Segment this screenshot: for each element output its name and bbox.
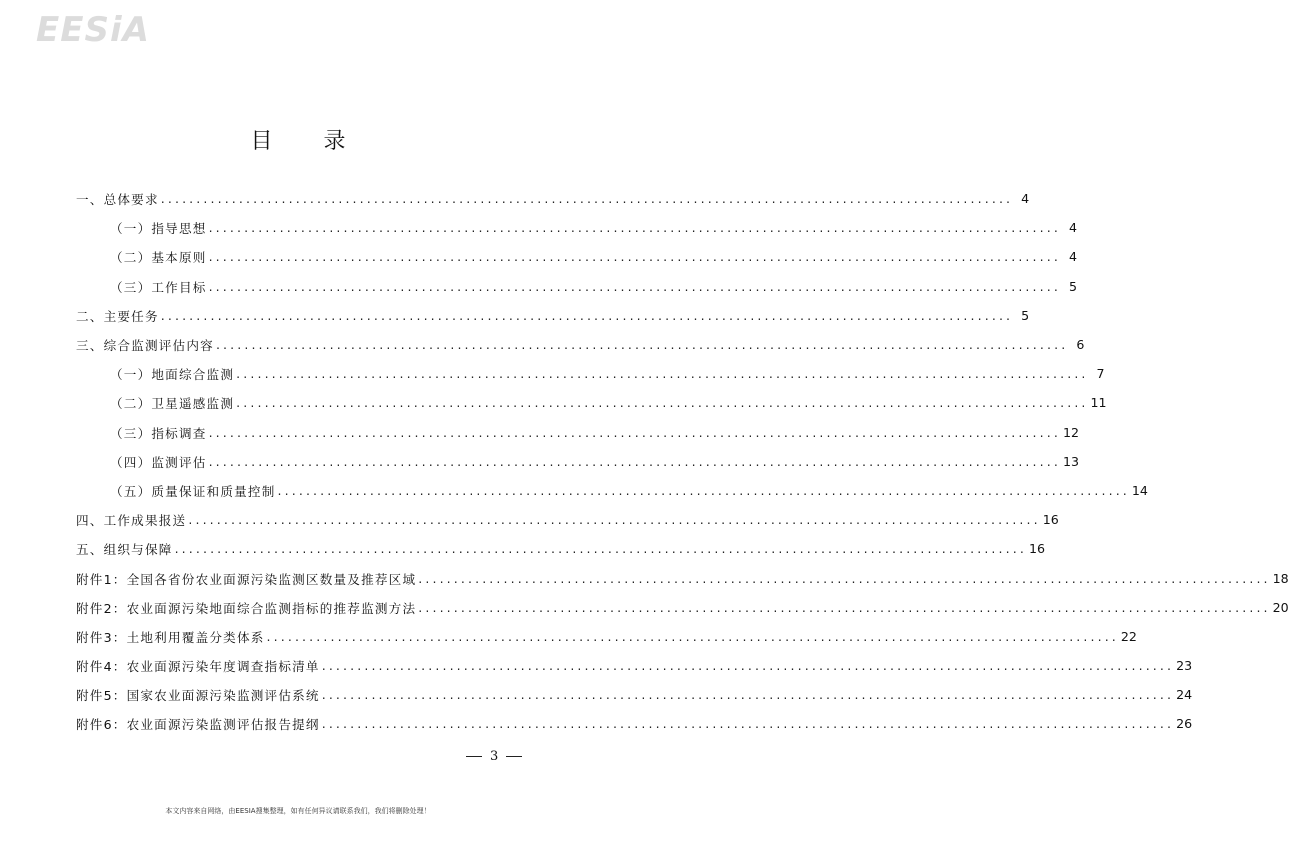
table-of-contents: [76, 184, 1289, 739]
toc-entry[interactable]: [76, 476, 1148, 505]
toc-entry[interactable]: [76, 359, 1105, 388]
toc-entry-title: （四）监测评估: [110, 454, 207, 470]
toc-leader-dots: ........................................................................................................................: [215, 337, 1069, 353]
toc-leader-dots: ........................................................................................................................: [208, 424, 1061, 440]
toc-entry-title: 一、总体要求: [76, 192, 159, 208]
toc-entry-page: 13: [1062, 453, 1079, 469]
toc-entry-page: 20: [1272, 599, 1289, 615]
toc-leader-dots: ........................................................................................................................: [188, 512, 1041, 528]
page-number: [466, 749, 522, 764]
toc-leader-dots: ........................................................................................................................: [236, 395, 1089, 411]
toc-entry-title: 三、综合监测评估内容: [76, 338, 214, 354]
toc-entry-title: 附件1：全国各省份农业面源污染监测区数量及推荐区域: [76, 571, 417, 587]
toc-entry-title: 二、主要任务: [76, 308, 159, 324]
page-number-dash-left: [466, 756, 482, 757]
toc-entry[interactable]: [76, 622, 1137, 651]
toc-entry-title: （五）质量保证和质量控制: [110, 483, 276, 499]
toc-leader-dots: ........................................................................................................................: [208, 278, 1061, 294]
toc-entry-title: （二）基本原则: [110, 250, 207, 266]
toc-leader-dots: ........................................................................................................................: [174, 541, 1027, 557]
toc-entry[interactable]: [76, 301, 1030, 330]
toc-entry[interactable]: [76, 447, 1079, 476]
toc-leader-dots: ........................................................................................................................: [321, 658, 1175, 674]
toc-leader-dots: ........................................................................................................................: [236, 366, 1089, 382]
toc-entry[interactable]: [76, 709, 1193, 738]
toc-leader-dots: ........................................................................................................................: [321, 716, 1175, 732]
toc-entry-page: 4: [1068, 220, 1077, 236]
toc-entry-title: 附件2：农业面源污染地面综合监测指标的推荐监测方法: [76, 600, 417, 616]
toc-entry[interactable]: [76, 213, 1077, 242]
toc-leader-dots: ........................................................................................................................: [277, 482, 1130, 498]
toc-entry-title: （三）工作目标: [110, 279, 207, 295]
footer-disclaimer: 本文内容来自网络，由EESIA搜集整理，如有任何异议请联系我们，我们将删除处理！: [165, 807, 431, 815]
toc-entry[interactable]: [76, 184, 1030, 213]
toc-entry[interactable]: [76, 505, 1059, 534]
toc-entry-title: 附件5：国家农业面源污染监测评估系统: [76, 688, 320, 704]
toc-entry-page: 5: [1068, 278, 1077, 294]
toc-entry-page: 24: [1176, 687, 1193, 703]
toc-entry-title: 附件6：农业面源污染监测评估报告提纲: [76, 717, 320, 733]
toc-entry-page: 11: [1090, 395, 1107, 411]
toc-leader-dots: ........................................................................................................................: [321, 687, 1175, 703]
toc-leader-dots: ........................................................................................................................: [208, 249, 1061, 265]
toc-entry-page: 4: [1021, 191, 1030, 207]
toc-entry-title: 附件4：农业面源污染年度调查指标清单: [76, 659, 320, 675]
toc-entry-title: （二）卫星遥感监测: [110, 396, 235, 412]
toc-leader-dots: ........................................................................................................................: [160, 307, 1014, 323]
toc-entry-title: 附件3：土地利用覆盖分类体系: [76, 629, 265, 645]
toc-entry[interactable]: [76, 680, 1193, 709]
toc-entry-title: 四、工作成果报送: [76, 513, 187, 529]
toc-entry-title: （一）指导思想: [110, 221, 207, 237]
toc-leader-dots: ........................................................................................................................: [160, 191, 1014, 207]
toc-entry[interactable]: [76, 651, 1193, 680]
toc-entry[interactable]: [76, 593, 1289, 622]
toc-entry-title: （三）指标调查: [110, 425, 207, 441]
toc-entry-page: 14: [1131, 482, 1148, 498]
toc-entry-page: 7: [1096, 366, 1105, 382]
toc-entry-page: 12: [1062, 424, 1079, 440]
page-number-value: 3: [490, 749, 499, 764]
toc-entry-page: 6: [1076, 337, 1085, 353]
toc-entry[interactable]: [76, 330, 1085, 359]
toc-entry[interactable]: [76, 242, 1077, 271]
eesia-logo: EESiA: [36, 10, 150, 50]
page-title: 目 录: [250, 129, 368, 154]
toc-entry-page: 4: [1068, 249, 1077, 265]
toc-leader-dots: ........................................................................................................................: [266, 628, 1119, 644]
toc-entry-page: 22: [1120, 628, 1137, 644]
toc-entry-page: 23: [1176, 658, 1193, 674]
toc-entry-page: 26: [1176, 716, 1193, 732]
toc-entry-title: 五、组织与保障: [76, 542, 173, 558]
toc-entry[interactable]: [76, 272, 1077, 301]
toc-entry[interactable]: [76, 418, 1079, 447]
toc-leader-dots: ........................................................................................................................: [418, 599, 1271, 615]
page-number-dash-right: [506, 756, 522, 757]
toc-entry[interactable]: [76, 388, 1107, 417]
toc-entry-page: 5: [1021, 307, 1030, 323]
toc-leader-dots: ........................................................................................................................: [208, 453, 1061, 469]
toc-entry[interactable]: [76, 563, 1289, 592]
toc-entry[interactable]: [76, 534, 1045, 563]
toc-entry-title: （一）地面综合监测: [110, 367, 235, 383]
toc-leader-dots: ........................................................................................................................: [418, 570, 1271, 586]
toc-entry-page: 16: [1042, 512, 1059, 528]
toc-leader-dots: ........................................................................................................................: [208, 220, 1061, 236]
toc-entry-page: 18: [1272, 570, 1289, 586]
toc-entry-page: 16: [1028, 541, 1045, 557]
